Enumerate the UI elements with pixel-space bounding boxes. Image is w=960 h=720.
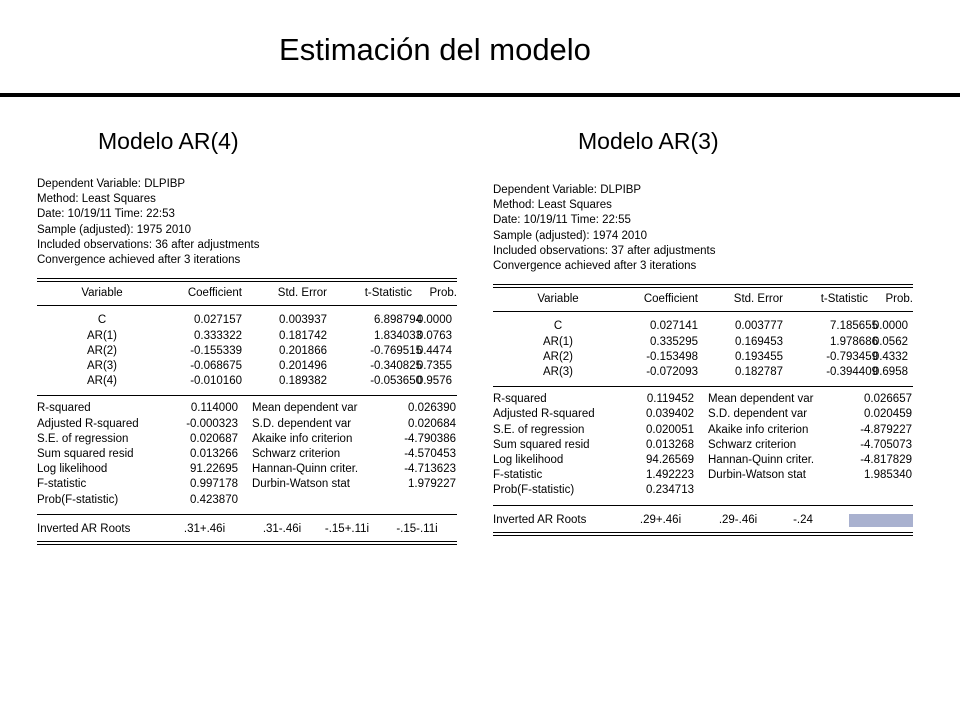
header-line: Method: Least Squares [37,193,156,206]
statistic-label: Mean dependent var [252,402,358,415]
statistic-label: F-statistic [37,478,87,491]
coefficient-cell: 0.027141 [650,320,698,333]
statistic-label: Schwarz criterion [708,438,797,451]
statistic-value: 0.039402 [646,408,694,421]
column-header: Coefficient [643,293,698,306]
header-line: Dependent Variable: DLPIBP [493,184,642,196]
statistic-row [493,392,913,407]
coefficient-cell: 0.169453 [735,335,783,348]
statistic-row [493,438,913,453]
column-header: t-Statistic [364,287,412,300]
statistic-value: 0.114000 [190,402,238,415]
inverted-root-value: .29+.46i [639,513,682,526]
coefficient-cell: 0.0763 [416,329,452,342]
model-label-ar3: Modelo AR(3) [578,128,719,154]
statistic-label: Log likelihood [493,454,564,466]
statistic-row [493,468,913,483]
coefficient-row [493,335,913,350]
coefficient-cell: 0.0000 [872,320,908,333]
statistic-label: F-statistic [493,469,543,482]
statistic-label: Hannan-Quinn criter. [252,463,359,476]
coefficient-cell: AR(2) [86,344,118,357]
header-line: Included observations: 36 after adjustments [37,238,260,251]
header-line: Convergence achieved after 3 iterations [493,260,697,272]
table-rule-bottom [493,532,913,533]
coefficient-cell: 0.335295 [650,335,698,348]
regression-output-ar3 [493,183,913,543]
coefficient-cell: -0.793459 [826,350,878,363]
column-header-row [37,286,457,301]
statistic-value: 91.22695 [190,463,238,476]
coefficient-cell: 1.834033 [374,329,422,342]
coefficient-cell: -0.340825 [370,360,422,372]
statistic-value: 0.234713 [646,484,694,497]
statistic-row [37,462,457,477]
inverted-roots-row [37,522,457,537]
coefficient-cell: -0.010160 [190,375,242,388]
statistic-value: -4.705073 [860,438,912,451]
statistic-value: 0.020684 [408,417,456,430]
coefficient-row [37,374,457,389]
statistic-row [493,483,913,498]
header-line: Dependent Variable: DLPIBP [37,178,186,190]
coefficient-cell: 0.182787 [735,366,783,378]
statistic-row [37,401,457,416]
table-rule-top-double [493,287,913,288]
statistic-value: 1.492223 [646,469,694,482]
coefficient-cell: 0.333322 [194,329,242,342]
coefficient-cell: 0.9576 [416,375,452,388]
model-label-ar4: Modelo AR(4) [98,128,239,154]
statistic-value: -4.817829 [860,454,912,466]
column-header: Std. Error [733,293,783,306]
coefficients-rule [493,386,913,387]
coefficient-cell: -0.394409 [826,366,878,378]
statistic-value: 0.026390 [408,402,456,415]
table-rule-bottom-double [37,544,457,545]
statistic-label: Log likelihood [37,463,108,476]
coefficient-cell: -0.769515 [370,344,422,357]
statistic-value: 0.020051 [646,423,694,436]
coefficient-cell: 0.7355 [416,360,452,372]
column-header: Variable [81,287,123,300]
statistic-label: Prob(F-statistic) [493,484,575,497]
coefficient-row [37,359,457,374]
column-header: Variable [537,293,579,306]
coefficient-cell: -0.053650 [370,375,422,388]
coefficient-row [493,365,913,380]
inverted-roots-row [493,513,913,528]
statistic-label: R-squared [37,402,91,415]
coefficient-cell: C [97,314,107,327]
statistics-rule [37,514,457,515]
statistic-value: -0.000323 [186,417,238,430]
statistic-row [493,453,913,468]
table-rule-bottom [37,541,457,542]
coefficient-row [493,350,913,365]
inverted-root-value: -.15+.11i [324,522,370,535]
inverted-roots-label: Inverted AR Roots [37,522,131,535]
coefficient-row [37,344,457,359]
statistic-row [493,423,913,438]
statistic-value: 1.979227 [408,478,456,491]
coefficient-cell: 0.0000 [416,314,452,327]
coefficient-cell: AR(1) [86,329,118,342]
statistic-row [37,417,457,432]
statistic-label: S.E. of regression [37,432,129,445]
coefficient-cell: -0.155339 [190,344,242,357]
statistic-value: 94.26569 [646,454,694,466]
statistic-label: Sum squared resid [493,438,590,451]
coefficient-cell: 0.201496 [279,360,327,372]
empty-root-cell [849,514,913,527]
coefficient-cell: 0.193455 [735,350,783,363]
statistic-value: 0.013266 [190,448,238,460]
statistic-label: S.D. dependent var [708,408,808,421]
statistic-label: Adjusted R-squared [37,417,139,430]
statistic-label: R-squared [493,393,547,406]
coefficient-row [37,313,457,328]
statistics-rule [493,505,913,506]
coefficient-cell: AR(4) [86,375,118,388]
header-line: Sample (adjusted): 1975 2010 [37,223,192,236]
statistic-label: Adjusted R-squared [493,408,595,421]
column-header: t-Statistic [820,293,868,306]
coefficient-cell: AR(1) [542,335,574,348]
coefficient-cell: -0.153498 [646,350,698,363]
title-divider [0,93,960,97]
column-header-row [493,292,913,307]
statistic-label: Durbin-Watson stat [708,469,806,482]
coefficient-cell: 0.4474 [416,344,452,357]
statistic-value: -4.570453 [404,448,456,460]
statistic-value: 0.026657 [864,393,912,406]
column-header-rule [493,311,913,312]
coefficient-cell: -0.072093 [646,366,698,378]
statistic-row [37,432,457,447]
inverted-root-value: -.24 [793,513,813,526]
table-rule-top [493,284,913,285]
header-line: Date: 10/19/11 Time: 22:55 [493,214,631,227]
coefficient-cell: 6.898794 [374,314,422,327]
coefficient-cell: 7.185655 [830,320,878,333]
statistic-value: 0.020459 [864,408,912,421]
coefficient-cell: 0.201866 [279,344,327,357]
coefficient-cell: 0.003937 [279,314,327,327]
coefficient-cell: 0.181742 [279,329,327,342]
statistic-value: -4.713623 [404,463,456,476]
column-header: Prob. [885,293,913,306]
statistic-label: Schwarz criterion [252,448,341,460]
coefficient-cell: -0.068675 [190,360,242,372]
statistic-value: 1.985340 [864,469,912,482]
column-header: Std. Error [277,287,327,300]
table-rule-bottom-double [493,535,913,536]
header-line: Method: Least Squares [493,199,612,212]
statistic-value: 0.020687 [190,432,238,445]
statistic-label: Sum squared resid [37,448,134,460]
inverted-roots-label: Inverted AR Roots [493,513,587,526]
statistic-label: S.D. dependent var [252,417,352,430]
coefficient-cell: 0.6958 [872,366,908,378]
regression-output-ar4 [37,177,457,547]
coefficient-row [37,329,457,344]
statistic-label: Akaike info criterion [708,423,809,436]
inverted-root-value: .31-.46i [262,522,302,535]
coefficient-cell: 1.978686 [830,335,878,348]
statistic-label: Hannan-Quinn criter. [708,454,815,466]
inverted-root-value: .31+.46i [183,522,226,535]
statistic-value: -4.790386 [404,432,456,445]
coefficient-cell: 0.0562 [872,335,908,348]
header-line: Sample (adjusted): 1974 2010 [493,229,648,242]
table-rule-top-double [37,281,457,282]
header-line: Included observations: 37 after adjustments [493,244,716,257]
coefficient-cell: 0.003777 [735,320,783,333]
statistic-row [37,493,457,508]
statistic-row [37,477,457,492]
coefficient-cell: AR(3) [542,366,574,378]
statistic-label: Durbin-Watson stat [252,478,350,491]
coefficient-cell: 0.027157 [194,314,242,327]
coefficient-cell: AR(2) [542,350,574,363]
inverted-root-value: -.15-.11i [396,522,438,535]
coefficient-cell: 0.4332 [872,350,908,363]
statistic-value: 0.013268 [646,438,694,451]
column-header-rule [37,305,457,306]
statistic-row [493,407,913,422]
coefficient-cell: 0.189382 [279,375,327,388]
column-header: Coefficient [187,287,242,300]
statistic-label: Akaike info criterion [252,432,353,445]
statistic-row [37,447,457,462]
statistic-label: Mean dependent var [708,393,814,406]
coefficient-cell: AR(3) [86,360,118,372]
statistic-label: S.E. of regression [493,423,585,436]
table-rule-top [37,278,457,279]
coefficient-cell: C [553,320,563,333]
statistic-value: 0.119452 [646,393,694,406]
coefficients-rule [37,395,457,396]
coefficient-row [493,319,913,334]
slide-title: Estimación del modelo [279,32,591,67]
column-header: Prob. [429,287,457,300]
statistic-value: -4.879227 [860,423,912,436]
statistic-label: Prob(F-statistic) [37,493,119,506]
statistic-value: 0.423870 [190,493,238,506]
header-line: Convergence achieved after 3 iterations [37,254,241,266]
header-line: Date: 10/19/11 Time: 22:53 [37,208,175,221]
statistic-value: 0.997178 [190,478,238,491]
inverted-root-value: .29-.46i [718,513,758,526]
